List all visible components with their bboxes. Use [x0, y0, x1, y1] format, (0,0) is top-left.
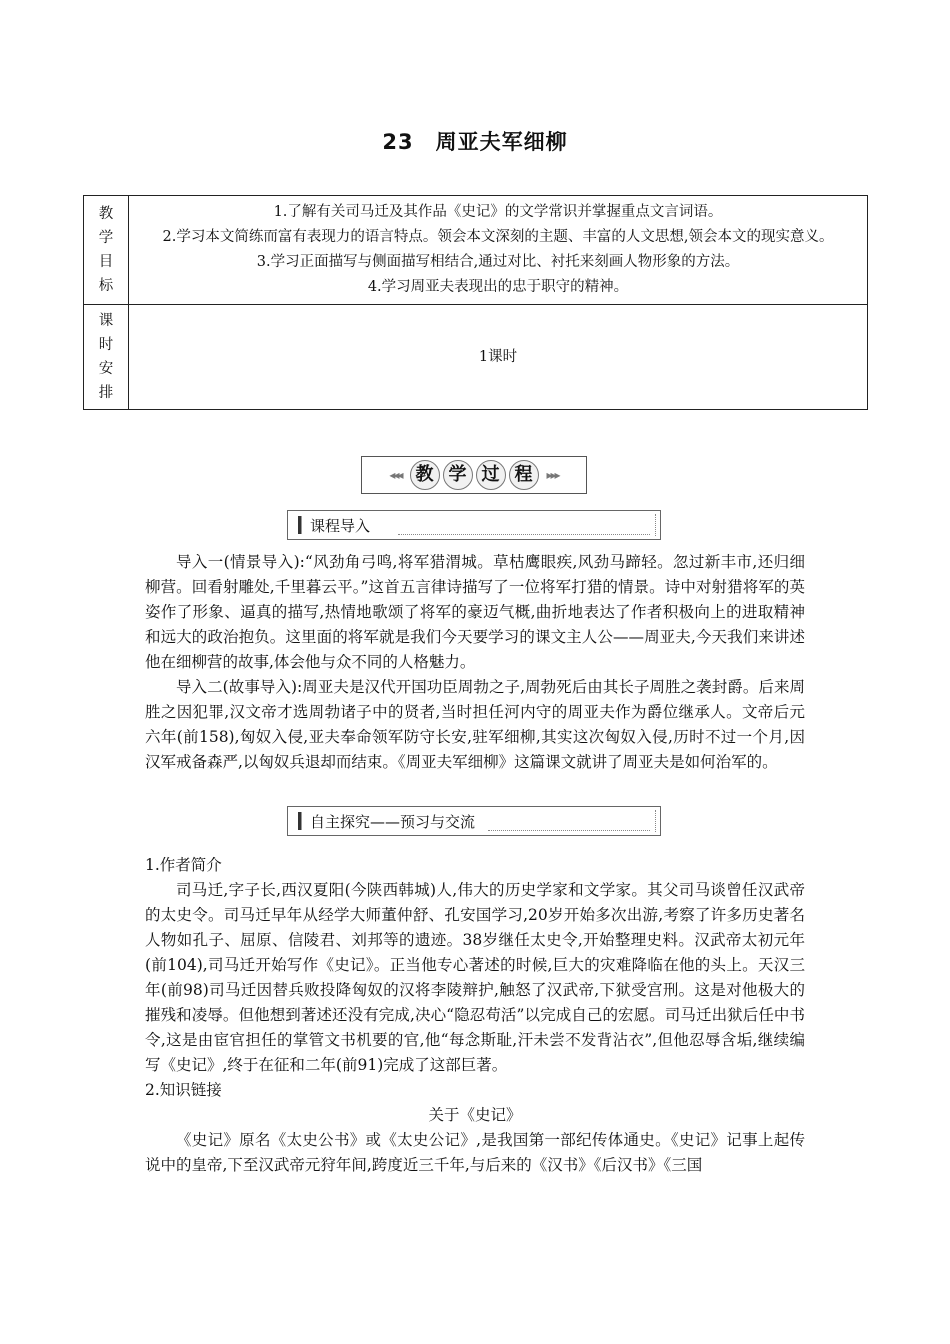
right-arrows-icon: ▸▸▸: [546, 468, 559, 482]
goal-item: 2.学习本文简练而富有表现力的语言特点。领会本文深刻的主题、丰富的人文思想,领会本文的现实意义。: [162, 229, 834, 245]
lesson-number: 23: [382, 130, 414, 154]
author-paragraph: 司马迁,字子长,西汉夏阳(今陕西韩城)人,伟大的历史学家和文学家。其父司马谈曾任汉武帝的太史令。司马迁早年从经学大师董仲舒、孔安国学习,20岁开始多次出游,考察了许多历史著名人物如孔子、屈原、信陵君、刘邦等的遗迹。38岁继任太史令,开始整理史料。汉武帝太初元年(前104),司马迁开始写作《史记》。正当他专心著述的时候,巨大的灾难降临在他的头上。天汉三年(前98)司马迁因替兵败投降匈奴的汉将李陵辩护,触怒了汉武帝,下狱受宫刑。这是对他极大的摧残和凌辱。但他想到著述还没有完成,决心“隐忍苟活”以完成自己的宏愿。司马迁出狱后任中书令,这是由宦官担任的掌管文书机要的官,他“每念斯耻,汗未尝不发背沾衣”,但他忍辱含垢,继续编写《史记》,终于在征和二年(前91)完成了这部巨著。: [145, 881, 805, 1074]
schedule-row: [84, 305, 868, 410]
knowledge-paragraph: 《史记》原名《太史公书》或《太史公记》,是我国第一部纪传体通史。《史记》记事上起传说中的皇帝,下至汉武帝元狩年间,跨度近三千年,与后来的《汉书》《后汉书》《三国: [145, 1131, 805, 1174]
goal-item: 1.了解有关司马迁及其作品《史记》的文学常识并掌握重点文言词语。: [273, 204, 723, 220]
banner-char: 过: [476, 460, 506, 490]
banner-char: 程: [509, 460, 539, 490]
page-title: [0, 126, 950, 156]
schedule-value: 1课时: [129, 305, 868, 410]
section-heading-explore: 自主探究——预习与交流: [287, 806, 661, 836]
banner-char: 教: [410, 460, 440, 490]
goal-item: 4.学习周亚夫表现出的忠于职守的精神。: [367, 279, 629, 295]
intro-paragraph-1: 导入一(情景导入):“风劲角弓鸣,将军猎渭城。草枯鹰眼疾,风劲马蹄轻。忽过新丰市,还归细柳营。回看射雕处,千里暮云平。”这首五言律诗描写了一位将军打猎的情景。诗中对射猎将军的英姿作了形象、逼真的描写,热情地歌颂了将军的豪迈气概,曲折地表达了作者积极向上的进取精神和远大的政治抱负。这里面的将军就是我们今天要学习的课文主人公——周亚夫,今天我们来讲述他在细柳营的故事,体会他与众不同的人格魅力。: [145, 553, 805, 671]
teaching-goals-table: [83, 195, 868, 410]
goals-content: [129, 196, 868, 305]
intro-text: [145, 550, 805, 775]
heading-bar-icon: [298, 812, 302, 830]
knowledge-heading: 2.知识链接: [145, 1081, 222, 1099]
lesson-title: 周亚夫军细柳: [435, 130, 568, 154]
banner-char: 学: [443, 460, 473, 490]
intro-paragraph-2: 导入二(故事导入):周亚夫是汉代开国功臣周勃之子,周勃死后由其长子周胜之袭封爵。后来周胜之因犯罪,汉文帝才选周勃诸子中的贤者,当时担任河内守的周亚夫作为爵位继承人。文帝后元六年(前158),匈奴入侵,亚夫奉命领军防守长安,驻军细柳,其实这次匈奴入侵,历时不过一个月,因汉军戒备森严,以匈奴兵退却而结束。《周亚夫军细柳》这篇课文就讲了周亚夫是如何治军的。: [145, 678, 805, 771]
left-arrows-icon: ◂◂◂: [389, 468, 402, 482]
knowledge-subtitle: 关于《史记》: [428, 1106, 522, 1124]
goals-row: [84, 196, 868, 305]
section-heading-intro: 课程导入: [287, 510, 661, 540]
teaching-process-banner: [361, 456, 587, 494]
heading-bar-icon: [298, 516, 302, 534]
author-heading: 1.作者简介: [145, 856, 222, 874]
goals-label: 教 学 目 标: [84, 196, 129, 305]
goal-item: 3.学习正面描写与侧面描写相结合,通过对比、衬托来刻画人物形象的方法。: [256, 254, 740, 270]
schedule-label: 课 时 安 排: [84, 305, 129, 410]
explore-text: [145, 853, 805, 1178]
